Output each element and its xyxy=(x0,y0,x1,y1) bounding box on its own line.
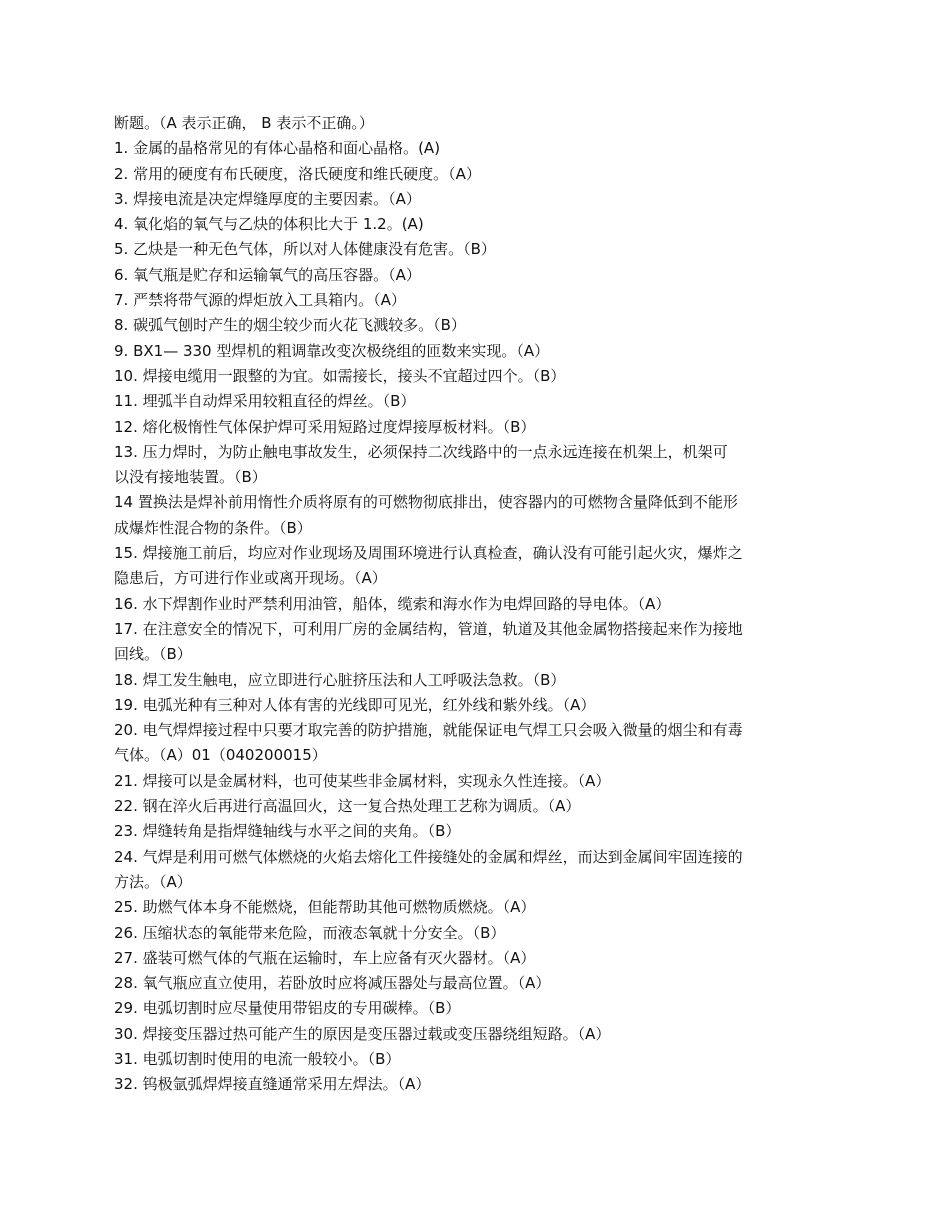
question-19: 19. 电弧光种有三种对人体有害的光线即可见光，红外线和紫外线。（A） xyxy=(114,695,596,714)
question-3: 3. 焊接电流是决定焊缝厚度的主要因素。（A） xyxy=(114,189,421,208)
question-17: 17. 在注意安全的情况下，可利用厂房的金属结构，管道，轨道及其他金属物搭接起来作为接地 xyxy=(114,619,743,638)
question-9: 9. BX1— 330 型焊机的粗调靠改变次极绕组的匝数来实现。（A） xyxy=(114,341,550,360)
question-13: 13. 压力焊时，为防止触电事故发生，必须保持二次线路中的一点永远连接在机架上，机架可 xyxy=(114,442,728,461)
question-24: 24. 气焊是利用可燃气体燃烧的火焰去熔化工件接缝处的金属和焊丝，而达到金属间牢固连接的 xyxy=(114,847,743,866)
question-20: 20. 电气焊焊接过程中只要才取完善的防护措施，就能保证电气焊工只会吸入微量的烟尘和有毒 xyxy=(114,721,743,740)
document-body xyxy=(114,111,844,1098)
question-10: 10. 焊接电缆用一跟整的为宜。如需接长，接头不宜超过四个。（B） xyxy=(114,366,566,385)
question-17-cont: 回线。（B） xyxy=(114,645,192,664)
question-30: 30. 焊接变压器过热可能产生的原因是变压器过载或变压器绕组短路。（A） xyxy=(114,1024,611,1043)
question-24-cont: 方法。（A） xyxy=(114,872,192,891)
question-18: 18. 焊工发生触电，应立即进行心脏挤压法和人工呼吸法急救。（B） xyxy=(114,670,566,689)
question-28: 28. 氧气瓶应直立使用，若卧放时应将减压器处与最高位置。（A） xyxy=(114,974,551,993)
question-14-cont: 成爆炸性混合物的条件。（B） xyxy=(114,518,312,537)
question-25: 25. 助燃气体本身不能燃烧，但能帮助其他可燃物质燃烧。（A） xyxy=(114,898,536,917)
instruction-line: 断题。（A 表示正确， B 表示不正确。） xyxy=(114,114,374,132)
question-32: 32. 钨极氩弧焊焊接直缝通常采用左焊法。（A） xyxy=(114,1075,431,1094)
question-6: 6. 氧气瓶是贮存和运输氧气的高压容器。（A） xyxy=(114,265,421,284)
question-31: 31. 电弧切割时使用的电流一般较小。（B） xyxy=(114,1049,401,1068)
question-20-cont: 气体。（A）01（040200015） xyxy=(114,746,327,765)
question-2: 2. 常用的硬度有布氏硬度，洛氏硬度和维氏硬度。（A） xyxy=(114,164,481,183)
question-8: 8. 碳弧气刨时产生的烟尘较少而火花飞溅较多。（B） xyxy=(114,316,466,335)
question-11: 11. 埋弧半自动焊采用较粗直径的焊丝。（B） xyxy=(114,392,416,411)
question-21: 21. 焊接可以是金属材料，也可使某些非金属材料，实现永久性连接。（A） xyxy=(114,771,611,790)
question-14: 14 置换法是焊补前用惰性介质将原有的可燃物彻底排出，使容器内的可燃物含量降低到不能形 xyxy=(114,493,738,512)
question-16: 16. 水下焊割作业时严禁利用油管，船体，缆索和海水作为电焊回路的导电体。（A） xyxy=(114,594,671,613)
question-23: 23. 焊缝转角是指焊缝轴线与水平之间的夹角。（B） xyxy=(114,822,461,841)
question-29: 29. 电弧切割时应尽量使用带铝皮的专用碳棒。（B） xyxy=(114,999,461,1018)
question-4: 4. 氧化焰的氧气与乙炔的体积比大于 1.2。(A) xyxy=(114,215,424,234)
question-1: 1. 金属的晶格常见的有体心晶格和面心晶格。(A) xyxy=(114,139,441,158)
question-7: 7. 严禁将带气源的焊炬放入工具箱内。（A） xyxy=(114,291,406,310)
question-15: 15. 焊接施工前后，均应对作业现场及周围环境进行认真检查，确认没有可能引起火灾，爆炸之 xyxy=(114,544,743,563)
question-15-cont: 隐患后，方可进行作业或离开现场。（A） xyxy=(114,569,387,588)
question-13-cont: 以没有接地装置。（B） xyxy=(114,468,267,487)
question-5: 5. 乙炔是一种无色气体，所以对人体健康没有危害。（B） xyxy=(114,240,496,259)
question-27: 27. 盛装可燃气体的气瓶在运输时，车上应备有灭火器材。（A） xyxy=(114,948,536,967)
question-26: 26. 压缩状态的氧能带来危险，而液态氧就十分安全。（B） xyxy=(114,923,506,942)
question-12: 12. 熔化极惰性气体保护焊可采用短路过度焊接厚板材料。（B） xyxy=(114,417,536,436)
question-22: 22. 钢在淬火后再进行高温回火，这一复合热处理工艺称为调质。（A） xyxy=(114,797,581,816)
